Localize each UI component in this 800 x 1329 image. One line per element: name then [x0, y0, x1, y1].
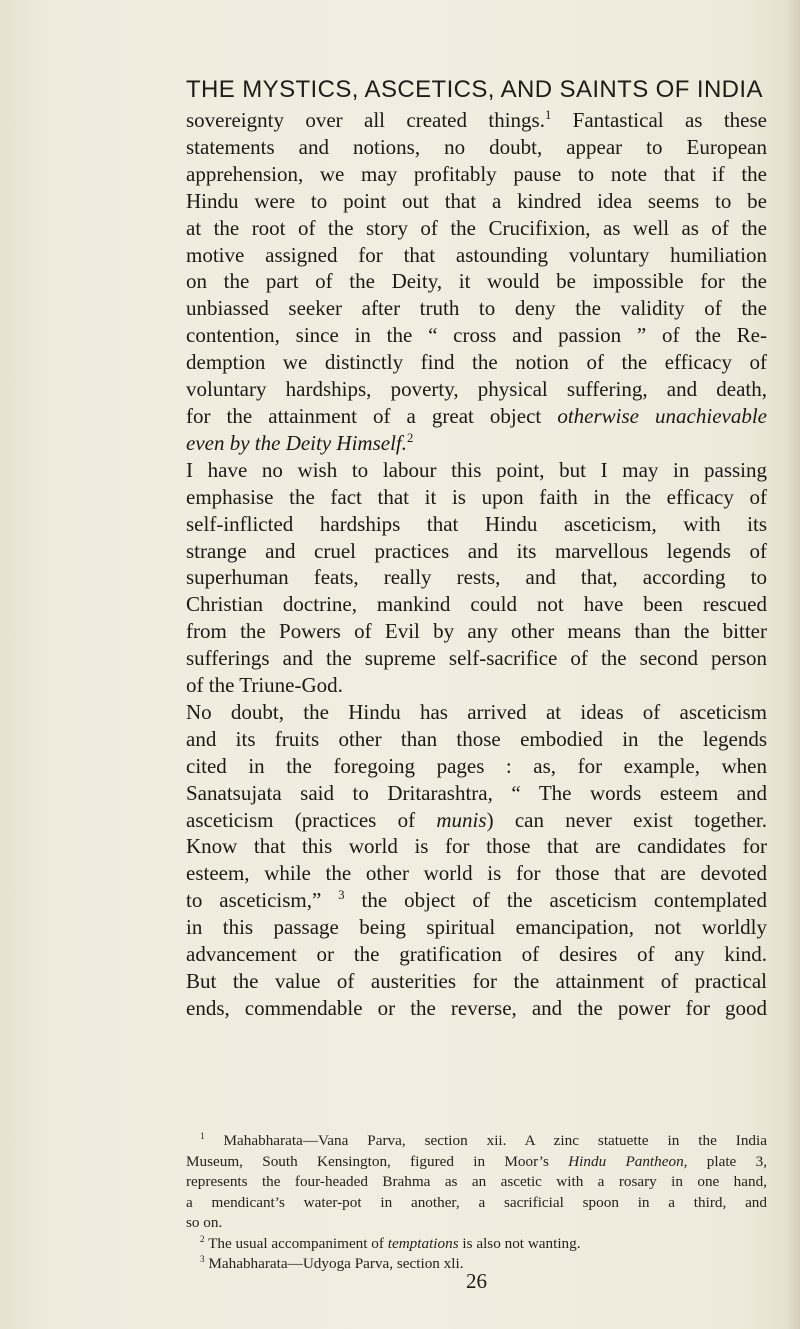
text-run: Sanatsujata said to Dritarashtra, “ The words esteem and [186, 780, 767, 805]
text-line [186, 672, 767, 699]
footnote-line [186, 1131, 767, 1152]
text-line [186, 780, 767, 807]
text-run: Fantastical as these [551, 108, 767, 132]
text-run: sufferings and the supreme self-sacrifice of the second person [186, 646, 767, 671]
text-line [186, 161, 767, 188]
footnote-marker: 3 [200, 1253, 205, 1264]
text-line [186, 511, 767, 538]
text-run: and its fruits other than those embodied in the legends [186, 726, 767, 751]
footnote-marker: 1 [544, 108, 552, 122]
text-run: the object of the asceticism contemplated [344, 888, 767, 913]
text-run: a mendicant’s water-pot in another, a sacrificial spoon in a third, and [186, 1193, 767, 1211]
text-run: esteem, while the other world is for those that are devoted [186, 861, 767, 886]
text-run: Christian doctrine, mankind could not have been rescued [186, 592, 767, 617]
text-line [186, 726, 767, 753]
text-run: so on. [186, 1214, 223, 1231]
footnote-line [186, 1213, 767, 1234]
text-line [186, 645, 767, 672]
text-line [186, 618, 767, 645]
italic-text: Hindu Pantheon, [568, 1152, 688, 1170]
text-run: apprehension, we may profitably pause to note that if the [186, 161, 767, 186]
text-line [186, 242, 767, 269]
text-run: Museum, South Kensington, figured in Moor’s [186, 1152, 569, 1170]
text-line [186, 268, 767, 295]
text-run: Mahabharata—Vana Parva, section xii. A zinc statuette in the India [204, 1132, 767, 1149]
page-edge-shadow [786, 0, 800, 1329]
text-run: on the part of the Deity, it would be impossible for the [186, 269, 767, 294]
text-run: No doubt, the Hindu has arrived at ideas of asceticism [186, 699, 767, 724]
text-line [186, 914, 767, 941]
text-run: ) can never exist together. [486, 807, 767, 832]
text-line [186, 860, 767, 887]
text-line [186, 215, 767, 242]
text-line [186, 134, 767, 161]
footnote-marker: 2 [200, 1233, 205, 1244]
text-run: emphasise the fact that it is upon faith in the efficacy of [186, 484, 767, 509]
text-run: Mahabharata—Udyoga Parva, section xli. [204, 1255, 464, 1272]
text-line [186, 107, 767, 134]
text-line [186, 376, 767, 403]
italic-text: munis [436, 807, 487, 832]
running-head: THE MYSTICS, ASCETICS, AND SAINTS OF INDIA [186, 76, 763, 103]
text-line [186, 188, 767, 215]
text-run: ends, commendable or the reverse, and the power for good [186, 995, 767, 1020]
footnotes [186, 1131, 767, 1275]
text-line [186, 538, 767, 565]
text-line [186, 349, 767, 376]
text-line [186, 968, 767, 995]
text-run: is also not wanting. [458, 1234, 581, 1252]
text-run: cited in the foregoing pages : as, for example, when [186, 753, 767, 778]
footnote-line [186, 1193, 767, 1214]
footnote-marker: 3 [338, 888, 345, 903]
text-run: advancement or the gratification of desires of any kind. [186, 942, 767, 967]
text-line [186, 941, 767, 968]
text-run: statements and notions, no doubt, appear to European [186, 134, 767, 159]
text-run: strange and cruel practices and its marvellous legends of [186, 538, 767, 563]
text-line [186, 807, 767, 834]
text-run: from the Powers of Evil by any other means than the bitter [186, 619, 767, 644]
text-run: to asceticism,” [186, 888, 339, 913]
text-run: I have no wish to labour this point, but I may in passing [186, 457, 767, 482]
text-run: at the root of the story of the Crucifixion, as well as of the [186, 215, 767, 240]
text-line [186, 753, 767, 780]
text-run: The usual accompaniment of [204, 1234, 388, 1252]
italic-text: temptations [387, 1234, 459, 1252]
text-run: in this passage being spiritual emancipation, not worldly [186, 915, 767, 940]
text-line [186, 295, 767, 322]
page-number: 26 [466, 1269, 487, 1293]
text-run: motive assigned for that astounding voluntary humiliation [186, 242, 767, 267]
italic-text: otherwise unachievable [557, 403, 767, 428]
text-line [186, 457, 767, 484]
text-run: of the Triune-God. [186, 673, 343, 698]
text-run: demption we distinctly find the notion of the efficacy of [186, 350, 767, 375]
text-line [186, 322, 767, 349]
footnote-line [186, 1152, 767, 1173]
text-line [186, 403, 767, 430]
text-line [186, 484, 767, 511]
text-run: But the value of austerities for the attainment of practical [186, 969, 767, 993]
italic-text: even by the Deity Himself. [186, 430, 407, 455]
text-run: Know that this world is for those that are candidates for [186, 834, 767, 859]
text-line [186, 699, 767, 726]
text-run: asceticism (practices of [186, 807, 437, 832]
text-run: self-inflicted hardships that Hindu asceticism, with its [186, 511, 767, 536]
text-line [186, 591, 767, 618]
text-run: contention, since in the “ cross and passion ” of the Re- [186, 323, 767, 348]
text-run: represents the four-headed Brahma as an ascetic with a rosary in one hand, [186, 1173, 767, 1190]
body-text [186, 107, 767, 1022]
text-run: sovereignty over all created things. [186, 108, 545, 132]
text-line [186, 833, 767, 860]
footnote-line [186, 1172, 767, 1193]
text-run: for the attainment of a great object [186, 403, 558, 428]
text-line [186, 995, 767, 1022]
footnote-marker: 2 [407, 430, 414, 445]
text-run: voluntary hardships, poverty, physical suffering, and death, [186, 377, 767, 402]
text-run: superhuman feats, really rests, and that, according to [186, 565, 767, 590]
text-run: Hindu were to point out that a kindred idea seems to be [186, 188, 767, 213]
footnote-line [186, 1234, 767, 1255]
text-line [186, 430, 767, 457]
footnote-marker: 1 [200, 1130, 205, 1141]
text-line [186, 564, 767, 591]
text-line [186, 887, 767, 914]
text-run: unbiassed seeker after truth to deny the validity of the [186, 296, 767, 321]
text-run: plate 3, [687, 1152, 767, 1170]
